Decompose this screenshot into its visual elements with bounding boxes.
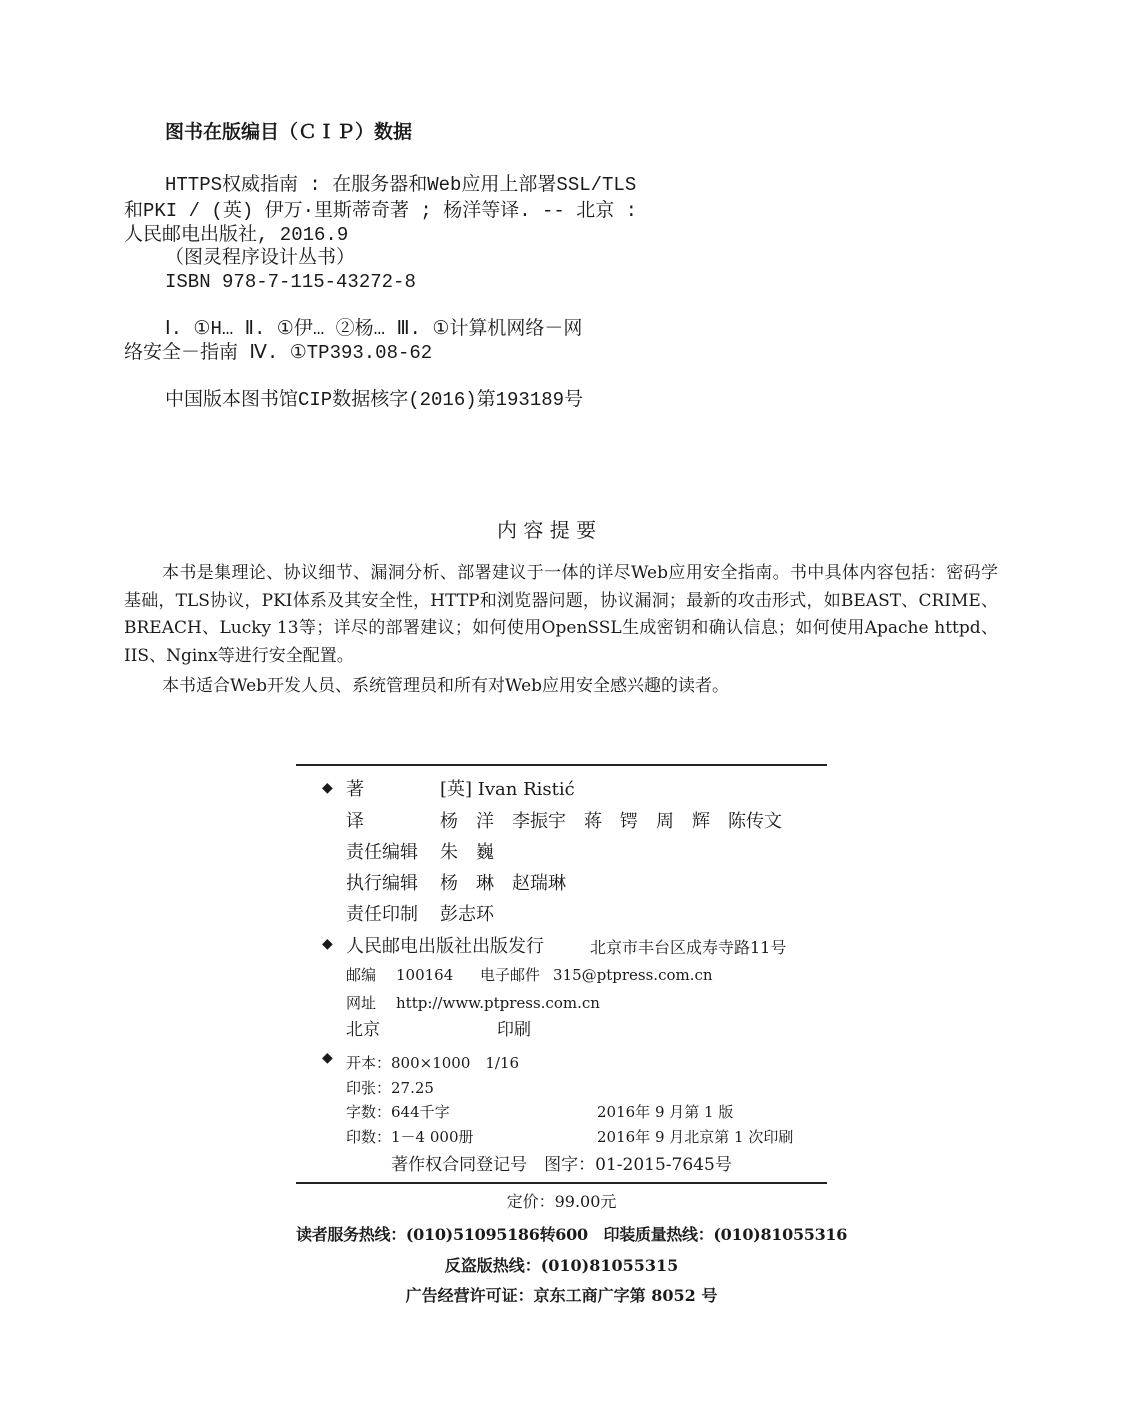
spec-words: 字数：644千字: [346, 1103, 450, 1121]
spec-copies: 印数：1－4 000册: [346, 1128, 474, 1146]
website-label: 网址: [346, 994, 377, 1012]
publisher-address: 北京市丰台区成寿寺路11号: [590, 938, 787, 957]
cip-line: 和PKI / (英) 伊万·里斯蒂奇著 ; 杨洋等译. -- 北京 :: [124, 200, 638, 222]
summary-heading: 内 容 提 要: [497, 518, 597, 542]
credit-value: 彭志环: [440, 904, 494, 925]
credit-value: [英] Ivan Ristić: [440, 779, 575, 800]
credit-label: 责任编辑: [346, 842, 418, 863]
credit-label: 责任印制: [346, 904, 418, 925]
cip-classification: Ⅰ. ①H… Ⅱ. ①伊… ②杨… Ⅲ. ①计算机网络－网: [165, 318, 583, 340]
credit-label: 著: [346, 779, 364, 800]
divider: [296, 1182, 827, 1184]
summary-paragraph: 本书适合Web开发人员、系统管理员和所有对Web应用安全感兴趣的读者。: [162, 676, 730, 696]
diamond-bullet-icon: ◆: [322, 1050, 333, 1066]
divider: [296, 764, 827, 766]
print-label: 印刷: [497, 1020, 531, 1040]
zip-label: 邮编: [346, 966, 377, 984]
zip-code: 100164: [396, 966, 454, 984]
summary-paragraph: 本书是集理论、协议细节、漏洞分析、部署建议于一体的详尽Web应用安全指南。书中具体内容包括：密码学基础，TLS协议，PKI体系及其安全性，HTTP和浏览器问题，协议漏洞；最新的攻击形式，如BEAST、CRIME、BREACH、Lucky 13等；详尽的部署建议；如何使用OpenSSL生成密钥和确认信息；如何使用Apache httpd、IIS、Nginx等进行安全配置。: [124, 563, 998, 666]
cip-line: （图灵程序设计丛书）: [165, 247, 356, 269]
price: 定价：99.00元: [506, 1192, 617, 1211]
cip-isbn: ISBN 978-7-115-43272-8: [165, 271, 416, 293]
credit-label: 执行编辑: [346, 873, 418, 894]
cip-title: 图书在版编目（ＣＩＰ）数据: [165, 121, 413, 143]
credit-value: 杨 洋 李振宇 蒋 锷 周 辉 陈传文: [440, 811, 782, 832]
hotlines: 读者服务热线：(010)51095186转600 印装质量热线：(010)81055316: [296, 1225, 848, 1244]
anti-piracy-hotline: 反盗版热线：(010)81055315: [444, 1256, 679, 1275]
credit-value: 杨 琳 赵瑞琳: [440, 873, 566, 894]
cip-classification: 络安全－指南 Ⅳ. ①TP393.08-62: [124, 342, 433, 364]
copyright-registration: 著作权合同登记号 图字：01-2015-7645号: [391, 1155, 732, 1175]
credit-value: 朱 巍: [440, 842, 494, 863]
email-label: 电子邮件: [480, 966, 541, 984]
cip-line: 人民邮电出版社, 2016.9: [124, 224, 349, 246]
diamond-bullet-icon: ◆: [322, 780, 333, 796]
spec-printing: 2016年 9 月北京第 1 次印刷: [597, 1128, 794, 1146]
publisher-name: 人民邮电出版社出版发行: [346, 936, 544, 957]
cip-record: 中国版本图书馆CIP数据核字(2016)第193189号: [165, 389, 584, 411]
spec-format: 开本：800×1000 1/16: [346, 1054, 520, 1072]
spec-sheets: 印张：27.25: [346, 1079, 434, 1097]
diamond-bullet-icon: ◆: [322, 936, 333, 952]
print-city: 北京: [346, 1020, 380, 1040]
cip-line: HTTPS权威指南 : 在服务器和Web应用上部署SSL/TLS: [165, 174, 637, 196]
spec-edition: 2016年 9 月第 1 版: [597, 1103, 734, 1121]
credit-label: 译: [346, 811, 364, 832]
email: 315@ptpress.com.cn: [553, 966, 713, 984]
website: http://www.ptpress.com.cn: [396, 994, 600, 1012]
ad-license: 广告经营许可证：京东工商广字第 8052 号: [405, 1286, 718, 1305]
